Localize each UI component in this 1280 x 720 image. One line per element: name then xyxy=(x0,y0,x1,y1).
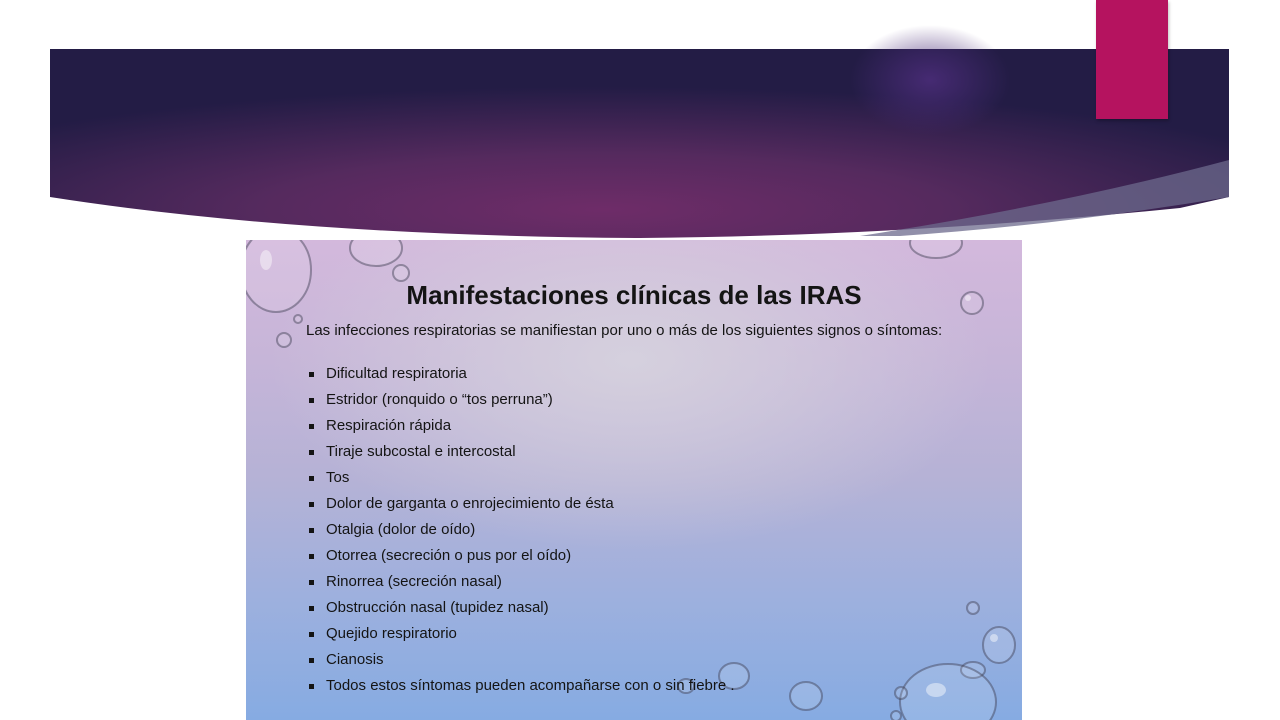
list-item xyxy=(308,673,988,699)
square-bullet-icon xyxy=(309,606,314,611)
list-item xyxy=(308,387,988,413)
square-bullet-icon xyxy=(309,450,314,455)
list-item xyxy=(308,413,988,439)
symptom-text: Quejido respiratorio xyxy=(326,625,457,642)
list-item xyxy=(308,491,988,517)
slide-content-image xyxy=(246,240,1022,720)
symptom-text: Tos xyxy=(326,469,350,486)
symptom-text: Respiración rápida xyxy=(326,417,452,434)
square-bullet-icon xyxy=(309,658,314,663)
list-item xyxy=(308,621,988,647)
accent-tab xyxy=(1096,0,1168,119)
symptom-text: Dificultad respiratoria xyxy=(326,365,467,382)
list-item xyxy=(308,595,988,621)
symptom-text: Dolor de garganta o enrojecimiento de ésta xyxy=(326,495,614,512)
symptom-text: Todos estos síntomas pueden acompañarse con o sin fiebre . xyxy=(326,677,735,694)
symptom-text: Cianosis xyxy=(326,651,384,668)
symptom-text: Otorrea (secreción o pus por el oído) xyxy=(326,547,572,564)
symptom-text: Tiraje subcostal e intercostal xyxy=(326,443,516,460)
square-bullet-icon xyxy=(309,632,314,637)
square-bullet-icon xyxy=(309,502,314,507)
square-bullet-icon xyxy=(309,554,314,559)
slide-heading: Manifestaciones clínicas de las IRAS xyxy=(406,280,862,310)
list-item xyxy=(308,465,988,491)
square-bullet-icon xyxy=(309,424,314,429)
square-bullet-icon xyxy=(309,684,314,689)
list-item xyxy=(308,543,988,569)
list-item xyxy=(308,647,988,673)
list-item xyxy=(308,439,988,465)
header-banner xyxy=(0,0,1280,240)
square-bullet-icon xyxy=(309,372,314,377)
symptom-text: Estridor (ronquido o “tos perruna”) xyxy=(326,391,553,408)
square-bullet-icon xyxy=(309,528,314,533)
square-bullet-icon xyxy=(309,580,314,585)
square-bullet-icon xyxy=(309,398,314,403)
list-item xyxy=(308,361,988,387)
list-item xyxy=(308,569,988,595)
symptom-list xyxy=(308,361,988,699)
intro-paragraph: Las infecciones respiratorias se manifiestan por uno o más de los siguientes signos o síntomas: xyxy=(306,322,943,339)
symptom-text: Obstrucción nasal (tupidez nasal) xyxy=(326,599,549,616)
symptom-text: Otalgia (dolor de oído) xyxy=(326,521,476,538)
symptom-text: Rinorrea (secreción nasal) xyxy=(326,573,502,590)
list-item xyxy=(308,517,988,543)
square-bullet-icon xyxy=(309,476,314,481)
